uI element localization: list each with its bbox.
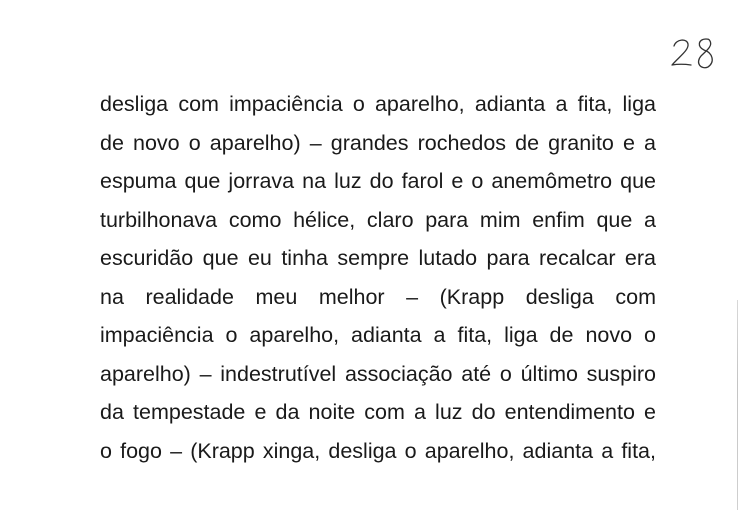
text-line: na realidade meu melhor – (Krapp desliga com <box>100 284 656 309</box>
text-line: desliga com impaciência o aparelho, adianta a fita, liga <box>100 92 656 116</box>
handwritten-page-number <box>668 34 720 74</box>
scan-edge-line <box>737 300 738 510</box>
body-text <box>100 85 656 470</box>
handwritten-number-mark <box>668 34 720 74</box>
text-line: da tempestade e da noite com a luz do entendimento e <box>100 400 656 424</box>
text-line: escuridão que eu tinha sempre lutado para recalcar era <box>100 246 656 270</box>
text-line: turbilhonava como hélice, claro para mim enfim que a <box>100 207 656 232</box>
text-line: o fogo – (Krapp xinga, desliga o aparelho, adianta a fita, <box>100 438 656 463</box>
text-line: impaciência o aparelho, adianta a fita, liga de novo o <box>100 323 656 347</box>
text-line: espuma que jorrava na luz do farol e o anemômetro que <box>100 169 656 193</box>
text-line: aparelho) – indestrutível associação até o último suspiro <box>100 361 656 386</box>
text-line: de novo o aparelho) – grandes rochedos de granito e a <box>100 130 656 155</box>
